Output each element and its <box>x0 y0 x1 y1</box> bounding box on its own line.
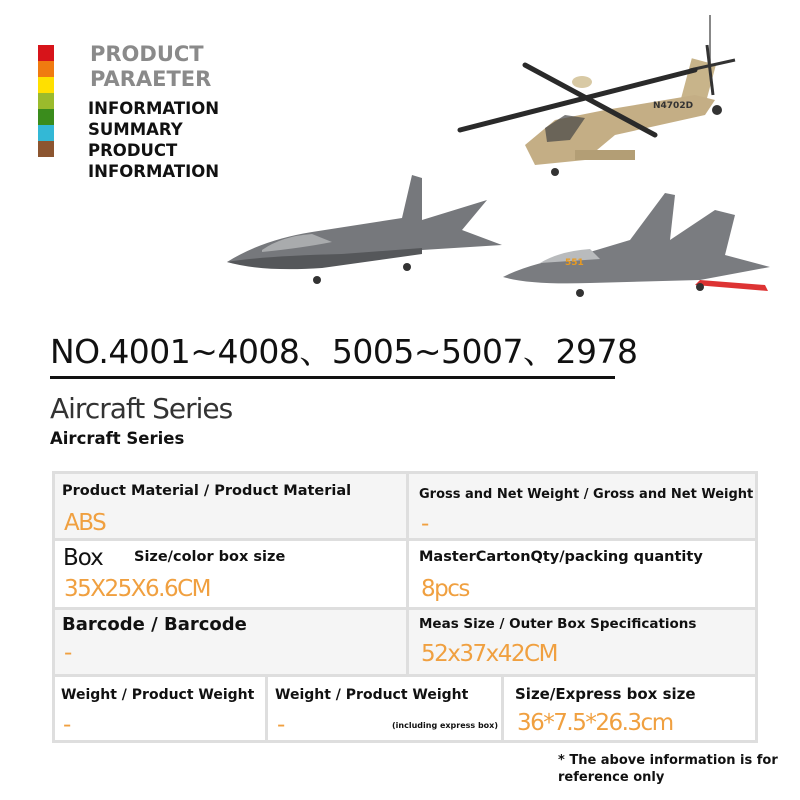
info-subtitle <box>88 98 219 182</box>
box-label-big: Box <box>63 545 103 571</box>
cell-gross-weight <box>409 474 755 538</box>
barcode-label: Barcode / Barcode <box>62 614 247 635</box>
note-line: reference only <box>558 770 665 785</box>
cell-carton-qty <box>409 541 755 607</box>
color-bar <box>38 141 54 157</box>
stealth-jet-image <box>222 170 507 295</box>
title-line: PRODUCT <box>90 42 204 66</box>
express-size-value: 36*7.5*26.3cm <box>517 710 673 736</box>
jet-marking: 551 <box>565 258 584 268</box>
cell-box-size <box>55 541 406 607</box>
box-size-value: 35X25X6.6CM <box>64 576 211 602</box>
meas-size-value: 52x37x42CM <box>421 641 557 667</box>
spec-table <box>52 471 758 743</box>
cell-meas-size <box>409 610 755 674</box>
color-bar-stack <box>38 45 54 157</box>
weight-2-note: (including express box) <box>392 721 498 730</box>
cell-weight-2 <box>268 677 501 740</box>
cell-express-size <box>504 677 755 740</box>
cell-weight-1 <box>55 677 265 740</box>
gross-weight-label: Gross and Net Weight / Gross and Net Weight <box>419 487 754 502</box>
divider <box>50 376 615 379</box>
subtitle-line: SUMMARY <box>88 120 183 139</box>
model-numbers: NO.4001~4008、5005~5007、2978 <box>50 332 638 371</box>
weight-2-label: Weight / Product Weight <box>275 687 469 703</box>
subtitle-line: PRODUCT <box>88 141 178 160</box>
gross-weight-value: - <box>421 511 428 537</box>
fighter-jet-image <box>500 185 775 305</box>
product-parameter-title <box>90 42 211 92</box>
material-value: ABS <box>64 510 106 536</box>
subtitle-line: INFORMATION <box>88 99 220 118</box>
carton-qty-label: MasterCartonQty/packing quantity <box>419 549 703 565</box>
color-bar <box>38 93 54 109</box>
series-subtitle: Aircraft Series <box>50 429 185 448</box>
color-bar <box>38 109 54 125</box>
color-bar <box>38 77 54 93</box>
material-label: Product Material / Product Material <box>62 483 352 499</box>
reference-note <box>558 752 778 786</box>
weight-1-value: - <box>63 712 70 738</box>
helicopter-marking: N4702D <box>653 101 694 111</box>
barcode-value: - <box>64 640 71 666</box>
subtitle-line: INFORMATION <box>88 162 220 181</box>
color-bar <box>38 125 54 141</box>
box-size-label: Size/color box size <box>134 549 286 565</box>
weight-1-label: Weight / Product Weight <box>61 687 255 703</box>
helicopter-image <box>455 10 785 190</box>
note-line: * The above information is for <box>558 753 778 768</box>
express-size-label: Size/Express box size <box>515 685 696 703</box>
carton-qty-value: 8pcs <box>421 576 469 602</box>
cell-material <box>55 474 406 538</box>
title-line: PARAETER <box>90 67 212 91</box>
color-bar <box>38 61 54 77</box>
series-title: Aircraft Series <box>50 392 233 425</box>
cell-barcode <box>55 610 406 674</box>
weight-2-value: - <box>277 712 284 738</box>
meas-size-label: Meas Size / Outer Box Specifications <box>419 616 697 632</box>
color-bar <box>38 45 54 61</box>
